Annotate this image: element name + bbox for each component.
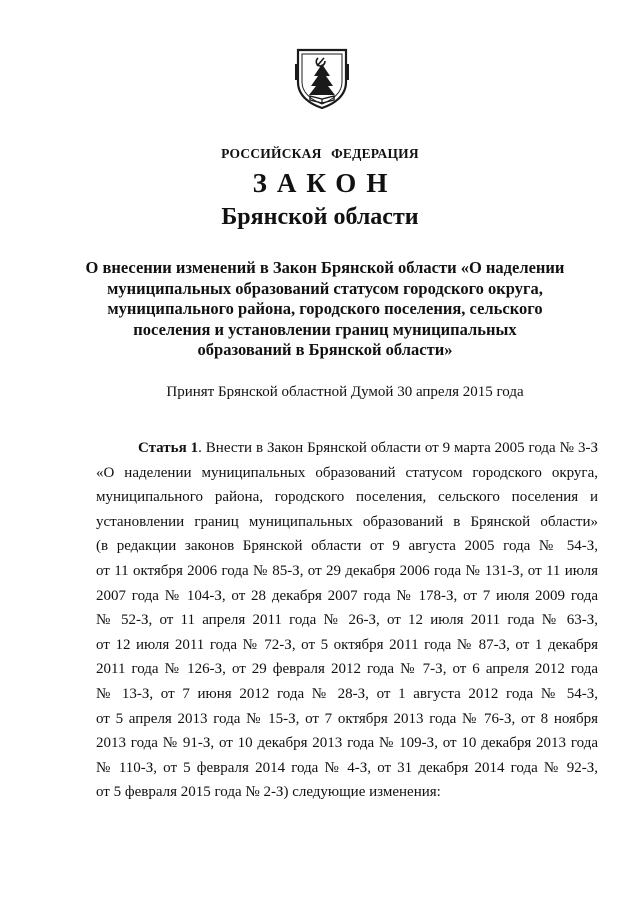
title-line: О внесении изменений в Закон Брянской области «О наделении [85, 258, 565, 277]
country-heading: РОССИЙСКАЯ ФЕДЕРАЦИЯ [221, 146, 419, 161]
article-line: «О наделении муниципальных образований статусом городского округа, [96, 464, 598, 481]
title-line: муниципальных образований статусом городского округа, [107, 278, 543, 298]
title-line: поселения и установлении границ муниципальных [133, 319, 517, 339]
article-body [96, 436, 598, 805]
region-name: Брянской области [221, 204, 419, 230]
article-line: № 52-З, от 11 апреля 2011 года № 26-З, от 12 июля 2011 года № 63-З, [96, 612, 598, 629]
article-line: 2013 года № 91-З, от 10 декабря 2013 года № 109-З, от 10 декабря 2013 года [96, 735, 598, 752]
document-type: ЗАКОН [252, 168, 398, 198]
article-line: 2011 года № 126-З, от 29 февраля 2012 года № 7-З, от 6 апреля 2012 года [96, 661, 598, 678]
article-line: от 5 февраля 2015 года № 2-З) следующие изменения: [96, 784, 441, 801]
article-first-line-text: . Внести в Закон Брянской области от 9 марта 2005 года № 3-З [198, 440, 598, 456]
article-line: № 110-З, от 5 февраля 2014 года № 4-З, от 31 декабря 2014 года № 92-З, [96, 759, 598, 776]
title-line: муниципального района, городского поселения, сельского [107, 299, 543, 318]
coat-of-arms-icon [294, 44, 350, 110]
article-line: установлении границ муниципальных образований в Брянской области» [96, 513, 598, 530]
title-line: образований в Брянской области» [197, 340, 453, 359]
article-line: (в редакции законов Брянской области от 9 августа 2005 года № 54-З, [96, 538, 598, 555]
article-line: № 13-З, от 7 июня 2012 года № 28-З, от 1 августа 2012 года № 54-З, [96, 685, 598, 702]
article-line: от 12 июля 2011 года № 72-З, от 5 октября 2011 года № 87-З, от 1 декабря [96, 636, 598, 653]
document-title [70, 258, 580, 361]
article-line: от 11 октября 2006 года № 85-З, от 29 декабря 2006 года № 131-З, от 11 июля [96, 562, 598, 579]
article-line: 2007 года № 104-З, от 28 декабря 2007 года № 178-З, от 7 июля 2009 года [96, 587, 598, 604]
article-first-line [96, 436, 598, 461]
article-label: Статья 1 [138, 440, 199, 456]
article-line: от 5 апреля 2013 года № 15-З, от 7 октября 2013 года № 76-З, от 8 ноября [96, 710, 598, 727]
adoption-note: Принят Брянской областной Думой 30 апреля 2015 года [166, 384, 524, 400]
article-line: муниципального района, городского поселения, сельского поселения и [96, 489, 598, 506]
